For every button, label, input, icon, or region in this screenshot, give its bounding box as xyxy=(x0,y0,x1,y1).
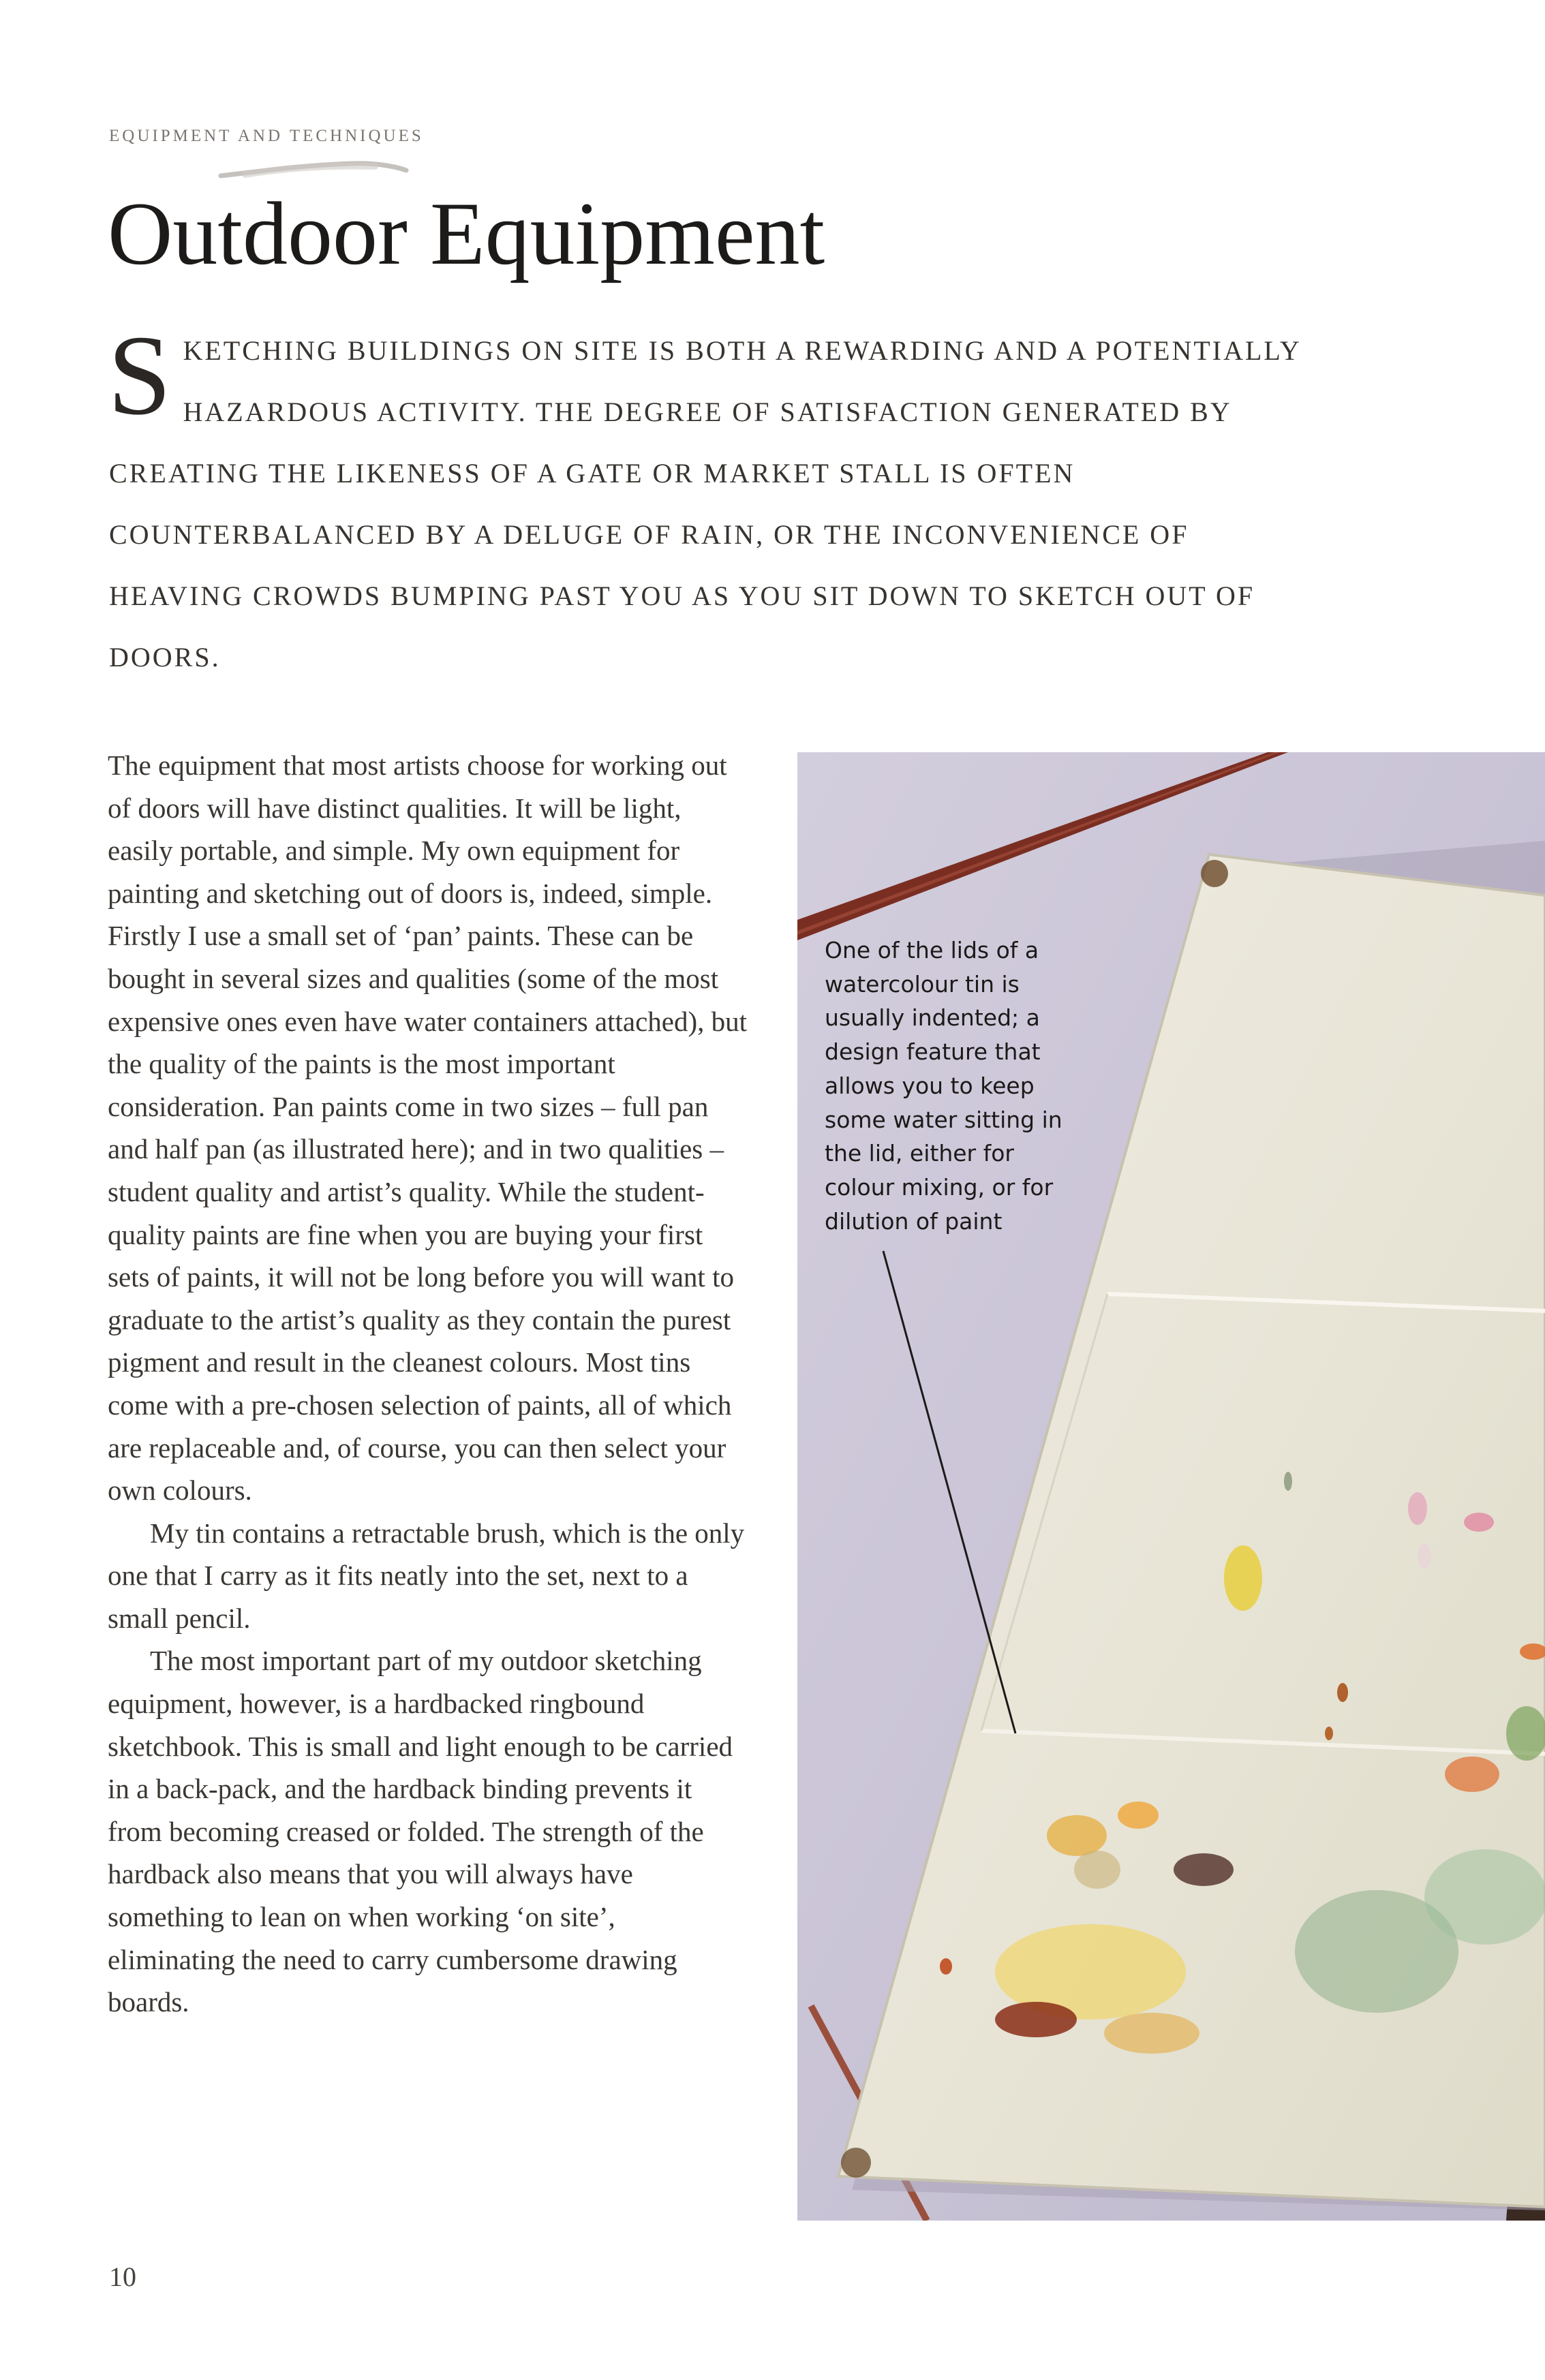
page-number: 10 xyxy=(109,2261,136,2292)
section-label: EQUIPMENT AND TECHNIQUES xyxy=(109,127,424,145)
body-column xyxy=(108,744,748,2024)
watercolour-tin-photo xyxy=(797,752,1545,2221)
body-paragraph: The equipment that most artists choose for working out of doors will have distinct qualities. It will be light, easily portable, and simple. My own equipment for painting and sketching out of doors is, indeed, simple. Firstly I use a small set of ‘pan’ paints. These can be bought in several sizes and qualities (some of the most expensive ones even have water containers attached), but the quality of the paints is the most important consideration. Pan paints come in two sizes – full pan and half pan (as illustrated here); and in two qualities – student quality and artist’s quality. While the student-quality paints are fine when you are buying your first sets of paints, it will not be long before you will want to graduate to the artist’s quality as they contain the purest pigment and result in the cleanest colours. Most tins come with a pre-chosen selection of paints, all of which are replaceable and, of course, you can then select your own colours. xyxy=(108,749,748,1506)
brush-stroke-ornament xyxy=(218,155,409,185)
photo-caption: One of the lids of a watercolour tin is usually indented; a design feature that allows you to keep some water sitting in the lid, either for colour mixing, or for dilution of paint xyxy=(825,937,1062,1235)
intro-text: KETCHING BUILDINGS ON SITE IS BOTH A REWARDING AND A POTENTIALLY HAZARDOUS ACTIVITY. THE DEGREE OF SATISFACTION GENERATED BY CREATING THE LIKENESS OF A GATE OR MARKET STALL IS OFTEN COUNTERBALANCED BY A DELUGE OF RAIN, OR THE INCONVENIENCE OF HEAVING CROWDS BUMPING PAST YOU AS YOU SIT DOWN TO SKETCH OUT OF DOORS. xyxy=(109,335,1301,673)
intro-paragraph xyxy=(108,312,1322,688)
body-paragraph: The most important part of my outdoor sketching equipment, however, is a hardbacked ringbound sketchbook. This is small and light enough to be carried in a back-pack, and the hardback binding prevents it from becoming creased or folded. The strength of the hardback also means that you will always have something to lean on when working ‘on site’, eliminating the need to carry cumbersome drawing boards. xyxy=(108,1645,733,2018)
page-title: Outdoor Equipment xyxy=(108,183,825,283)
body-paragraph: My tin contains a retractable brush, which is the only one that I carry as it fits neatly into the set, next to a small pencil. xyxy=(108,1517,745,1634)
drop-cap: S xyxy=(108,312,174,439)
